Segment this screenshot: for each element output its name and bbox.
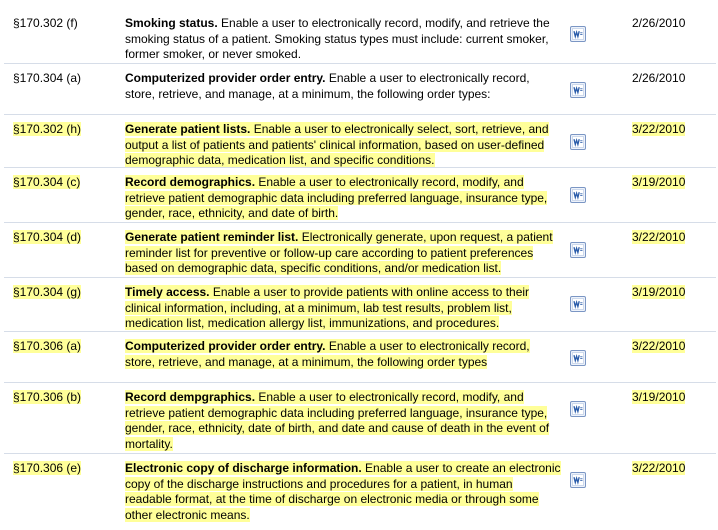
date-value (632, 388, 702, 404)
criteria-table (4, 0, 716, 526)
criterion-title: Timely access. (125, 285, 210, 299)
criterion-text: Enable a user to electronically record, store, retrieve, and manage, at a minimum, the following order types (125, 339, 530, 369)
date-value (632, 459, 702, 475)
word-document-link[interactable] (569, 133, 591, 151)
word-document-icon[interactable] (569, 295, 587, 313)
section-number (13, 173, 118, 189)
date-value (632, 283, 702, 299)
section-number: §170.304 (a) (13, 71, 82, 85)
table-row (4, 278, 716, 332)
word-document-link[interactable] (569, 81, 591, 99)
criterion-description (125, 120, 561, 169)
date-value (632, 120, 702, 136)
criterion-description (125, 337, 561, 370)
section-label: §170.304 (g) (13, 285, 82, 299)
criterion-title: Record demographics. (125, 175, 256, 189)
word-document-link[interactable] (569, 400, 591, 418)
date-label: 3/19/2010 (632, 285, 686, 299)
word-document-icon[interactable] (569, 133, 587, 151)
section-label: §170.306 (e) (13, 461, 82, 475)
criterion-text: Enable a user to electronically record, modify, and retrieve patient demographic data including preferred language, insurance type, gender, race, ethnicity, and date of birth. (125, 175, 548, 220)
criterion-description (125, 228, 561, 277)
section-number (13, 283, 118, 299)
criterion-description (125, 459, 561, 523)
table-row (4, 168, 716, 223)
word-document-icon[interactable] (569, 25, 587, 43)
word-document-link[interactable] (569, 186, 591, 204)
date-label: 3/22/2010 (632, 122, 686, 136)
word-document-icon[interactable] (569, 186, 587, 204)
word-document-icon[interactable] (569, 400, 587, 418)
word-document-link[interactable] (569, 25, 591, 43)
criterion-text: Enable a user to provide patients with online access to their clinical information, including, at a minimum, lab test results, problem list, medication list, medication allergy list, immunizations, and procedures. (125, 285, 530, 330)
word-document-icon[interactable] (569, 349, 587, 367)
criterion-description (125, 69, 561, 102)
criterion-title: Record dempgraphics. (125, 390, 256, 404)
criterion-title: Computerized provider order entry. (125, 71, 326, 85)
date-label: 3/19/2010 (632, 175, 686, 189)
date-label: 3/22/2010 (632, 230, 686, 244)
criterion-description (125, 388, 561, 452)
word-document-icon[interactable] (569, 471, 587, 489)
section-number (13, 228, 118, 244)
criterion-title: Electronic copy of discharge information. (125, 461, 362, 475)
date-value: 2/26/2010 (632, 71, 686, 85)
table-row (4, 223, 716, 278)
section-label: §170.304 (d) (13, 230, 82, 244)
section-label: §170.302 (h) (13, 122, 82, 136)
criterion-title: Generate patient reminder list. (125, 230, 299, 244)
section-number (13, 388, 118, 404)
criterion-text: Enable a user to electronically record, store, retrieve, and manage, at a minimum, the following order types: (125, 71, 530, 101)
criterion-title: Computerized provider order entry. (125, 339, 326, 353)
criterion-text: Enable a user to electronically select, sort, retrieve, and output a list of patients and patients' clinical information, based on user-defined demographic data, medication list, and specific conditions. (125, 122, 549, 167)
criterion-text: Electronically generate, upon request, a patient reminder list for preventive or follow-up care according to patient preferences based on demographic data, specific conditions, and/or medication list. (125, 230, 553, 275)
word-document-icon[interactable] (569, 241, 587, 259)
date-value (632, 228, 702, 244)
word-document-link[interactable] (569, 241, 591, 259)
section-number (13, 337, 118, 353)
word-document-link[interactable] (569, 295, 591, 313)
date-label: 3/22/2010 (632, 339, 686, 353)
criterion-description (125, 283, 561, 332)
word-document-icon[interactable] (569, 81, 587, 99)
table-row (4, 64, 716, 115)
section-number: §170.302 (f) (13, 16, 78, 30)
criterion-title: Generate patient lists. (125, 122, 251, 136)
criterion-text: Enable a user to electronically record, modify, and retrieve the smoking status of a patient. Smoking status types must include: current smoker, former smoker, or never smoked. (125, 16, 550, 61)
section-number (13, 459, 118, 475)
table-row (4, 454, 716, 526)
table-row (4, 332, 716, 383)
date-value: 2/26/2010 (632, 16, 686, 30)
word-document-link[interactable] (569, 471, 591, 489)
criterion-title: Smoking status. (125, 16, 218, 30)
section-label: §170.306 (a) (13, 339, 82, 353)
date-value (632, 173, 702, 189)
section-number (13, 120, 118, 136)
criterion-description (125, 14, 561, 63)
criterion-text: Enable a user to electronically record, modify, and retrieve patient demographic data including preferred language, insurance type, gender, race, ethnicity, date of birth, and date and cause of death in the event of mortality. (125, 390, 550, 451)
section-label: §170.306 (b) (13, 390, 82, 404)
date-value (632, 337, 702, 353)
section-label: §170.304 (c) (13, 175, 81, 189)
table-row (4, 0, 716, 64)
word-document-link[interactable] (569, 349, 591, 367)
date-label: 3/19/2010 (632, 390, 686, 404)
criterion-description (125, 173, 561, 222)
criterion-text: Enable a user to create an electronic copy of the discharge instructions and procedures for a patient, in human readable format, at the time of discharge on electronic media or through some other electronic means. (125, 461, 561, 522)
table-row (4, 383, 716, 454)
table-row (4, 115, 716, 168)
date-label: 3/22/2010 (632, 461, 686, 475)
